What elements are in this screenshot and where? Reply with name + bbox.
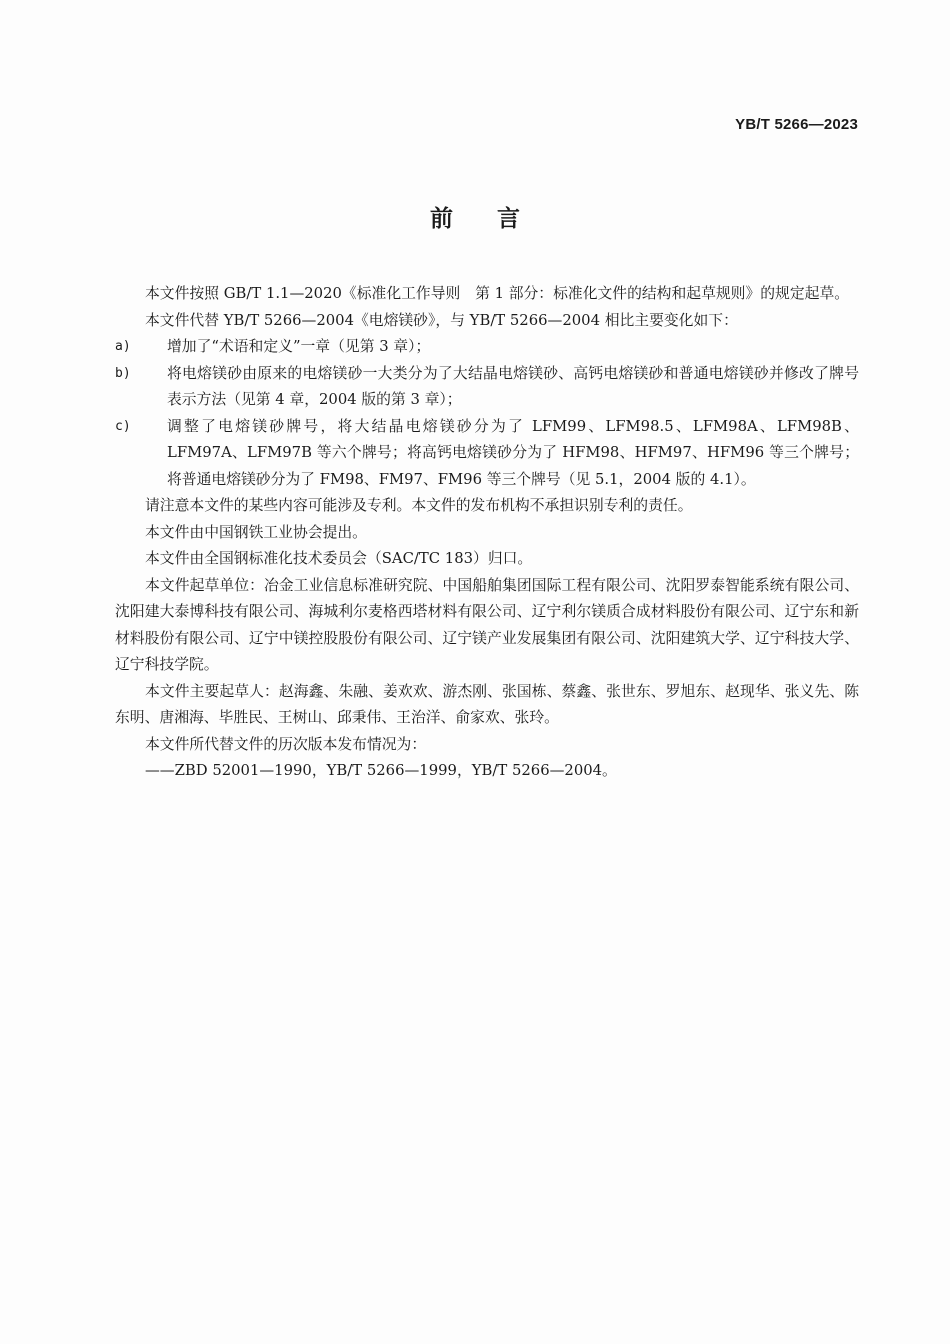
page-title: 前言	[430, 206, 564, 232]
paragraph-drafting-rules: 本文件按照 GB/T 1.1—2020《标准化工作导则 第 1 部分：标准化文件的结构和起草规则》的规定起草。	[145, 285, 850, 302]
paragraph-history-list: ——ZBD 52001—1990，YB/T 5266—1999，YB/T 5266—2004。	[145, 762, 617, 779]
paragraph-history-intro: 本文件所代替文件的历次版本发布情况为：	[145, 735, 427, 753]
paragraph-proposer: 本文件由中国钢铁工业协会提出。	[145, 523, 367, 541]
paragraph-patent-notice: 请注意本文件的某些内容可能涉及专利。本文件的发布机构不承担识别专利的责任。	[145, 497, 693, 514]
change-item-marker: c)	[115, 418, 131, 434]
paragraph-drafters: 本文件主要起草人：赵海鑫、朱融、姜欢欢、游杰刚、张国栋、蔡鑫、张世东、罗旭东、赵现华、张义先、陈东明、唐湘海、毕胜民、王树山、邱秉伟、王治洋、俞家欢、张玲。	[115, 682, 859, 726]
change-item-text: 调整了电熔镁砂牌号，将大结晶电熔镁砂分为了 LFM99、LFM98.5、LFM98A、LFM98B、LFM97A、LFM97B 等六个牌号；将高钙电熔镁砂分为了 HFM98、HFM97、HFM96 等三个牌号；将普通电熔镁砂分为了 FM98、FM97、FM96 等三个牌号（见 5.1，2004 版的 4.1）。	[167, 417, 859, 488]
change-item-c	[115, 414, 859, 494]
foreword-body	[115, 281, 859, 785]
standard-code: YB/T 5266—2023	[735, 116, 858, 133]
paragraph-replaces: 本文件代替 YB/T 5266—2004《电熔镁砂》，与 YB/T 5266—2004 相比主要变化如下：	[145, 311, 738, 329]
change-item-marker: b)	[115, 365, 131, 381]
paragraph-committee: 本文件由全国钢标准化技术委员会（SAC/TC 183）归口。	[145, 550, 533, 567]
change-item-marker: a)	[115, 339, 131, 354]
change-item-text: 将电熔镁砂由原来的电熔镁砂一大类分为了大结晶电熔镁砂、高钙电熔镁砂和普通电熔镁砂并修改了牌号表示方法（见第 4 章，2004 版的第 3 章）；	[167, 364, 859, 408]
change-item-a	[115, 334, 859, 361]
change-item-text: 增加了“术语和定义”一章（见第 3 章）；	[167, 338, 431, 355]
change-item-b	[115, 361, 859, 414]
paragraph-drafting-units: 本文件起草单位：冶金工业信息标准研究院、中国船舶集团国际工程有限公司、沈阳罗泰智能系统有限公司、沈阳建大泰博科技有限公司、海城利尔麦格西塔材料有限公司、辽宁利尔镁质合成材料股份有限公司、辽宁东和新材料股份有限公司、辽宁中镁控股股份有限公司、辽宁镁产业发展集团有限公司、沈阳建筑大学、辽宁科技大学、辽宁科技学院。	[115, 576, 859, 673]
